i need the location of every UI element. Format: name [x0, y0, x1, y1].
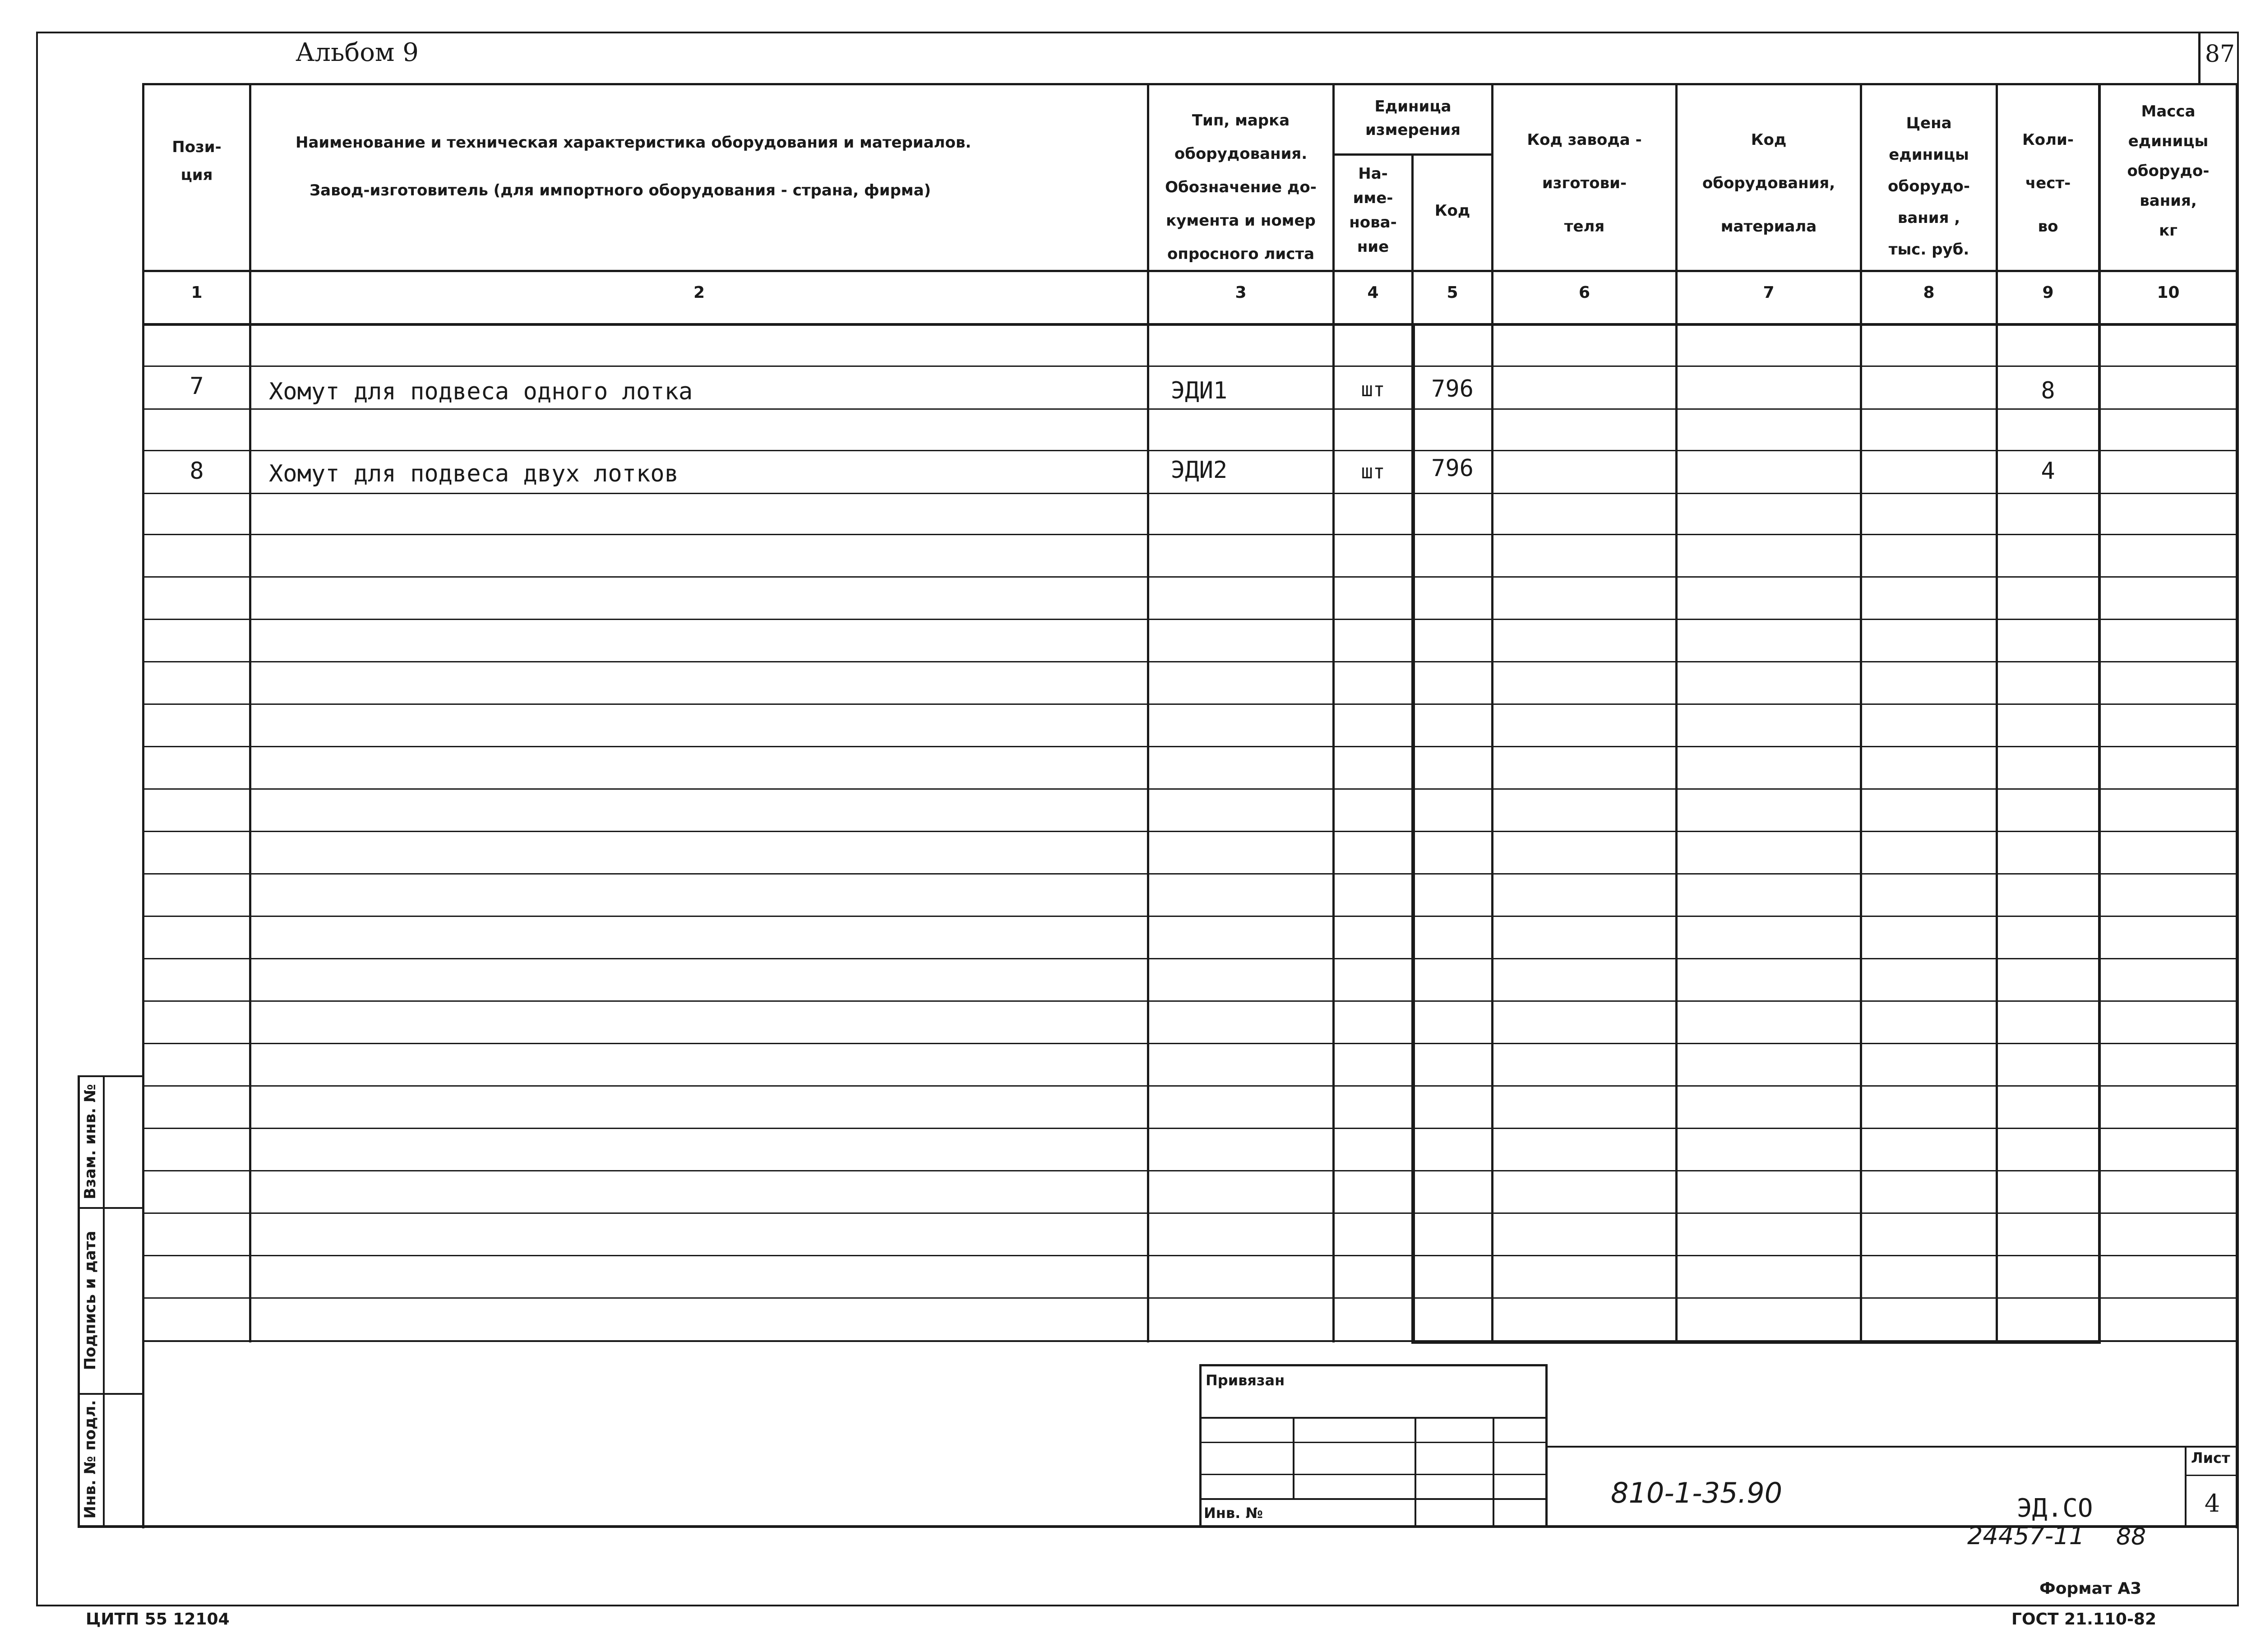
colnum-6: 6: [1578, 283, 1590, 302]
row-8-unit: шт: [1361, 460, 1385, 483]
row-line: [142, 1212, 2238, 1214]
header-name-line2: Завод-изготовитель (для импортного оборудования - страна, фирма): [310, 181, 931, 199]
row-8-quantity: 4: [2041, 458, 2055, 485]
colnum-7: 7: [1763, 283, 1775, 302]
row-7-name: Хомут для подвеса одного лотка: [269, 378, 693, 405]
row-7-unit-code: 796: [1431, 375, 1474, 403]
colnum-4: 4: [1367, 283, 1379, 302]
table-top-border: [142, 83, 2238, 85]
side-label-inv: Инв. № подл.: [81, 1400, 99, 1519]
list-box-divider: [2185, 1475, 2238, 1476]
stamp-vline-2: [1415, 1417, 1416, 1525]
colnum-10: 10: [2157, 283, 2180, 302]
row-line: [142, 1128, 2238, 1129]
gost-label: ГОСТ 21.110-82: [2011, 1610, 2157, 1629]
page-number-box-line: [2198, 32, 2201, 85]
row-line: [142, 703, 2238, 705]
colnum-2: 2: [693, 283, 705, 302]
row-line: [142, 1170, 2238, 1171]
row-8-unit-code: 796: [1431, 455, 1474, 482]
column-numbers-bottom-line: [142, 323, 2238, 326]
side-label-podpis: Подпись и дата: [81, 1231, 99, 1370]
stamp-box-right: [1545, 1364, 1548, 1525]
bottom-frame-line: [78, 1525, 2238, 1528]
stamp-box-left: [1199, 1364, 1202, 1525]
stamp-vline-1: [1293, 1417, 1294, 1498]
stamp-line-4: [1199, 1498, 1547, 1500]
unit-group-divider: [1332, 153, 1491, 156]
side-stamp-left: [78, 1075, 80, 1527]
header-type: Тип, марка оборудования. Обозначение до- кумента и номер опросного листа: [1165, 111, 1317, 263]
list-number: 4: [2204, 1489, 2220, 1518]
stamp-line-2: [1199, 1442, 1547, 1443]
stamp-privyazan: Привязан: [1206, 1372, 1285, 1389]
colnum-5: 5: [1447, 283, 1458, 302]
footer-left: ЦИТП 55 12104: [86, 1610, 230, 1629]
frame-bottom-line: [36, 1605, 2239, 1606]
title-block-line: [1545, 1446, 2238, 1448]
row-7-quantity: 8: [2041, 377, 2055, 404]
header-factory-code: Код завода - изготови- теля: [1527, 131, 1642, 236]
row-line: [142, 873, 2238, 875]
row-line: [142, 534, 2238, 535]
row-line: [142, 366, 2238, 367]
row-line: [142, 1255, 2238, 1256]
row-line: [142, 576, 2238, 578]
header-unit-group: Единица измерения: [1365, 97, 1461, 139]
header-unit-code: Код: [1434, 202, 1470, 220]
colnum-1: 1: [191, 283, 203, 302]
row-line: [142, 1085, 2238, 1087]
stamp-vline-3: [1493, 1417, 1494, 1525]
row-7-type: ЭДИ1: [1171, 377, 1228, 404]
colnum-9: 9: [2042, 283, 2054, 302]
frame-left-line: [36, 32, 38, 1606]
table-right-border: [2236, 83, 2238, 1528]
document-code: ЭД.СО: [2017, 1494, 2093, 1523]
stamp-box-top: [1199, 1364, 1547, 1366]
header-equipment-code: Код оборудования, материала: [1702, 131, 1835, 236]
header-position: Пози- ция: [172, 138, 222, 184]
stamp-line-3: [1199, 1474, 1547, 1475]
row-line: [142, 1000, 2238, 1002]
row-line: [142, 788, 2238, 790]
header-mass: Масса единицы оборудо- вания, кг: [2127, 102, 2210, 240]
page-number: 87: [2205, 41, 2235, 68]
stamp-line-1: [1199, 1417, 1547, 1419]
handwritten-page: 88: [2116, 1523, 2146, 1550]
row-line: [142, 958, 2238, 959]
album-label: Альбом 9: [296, 38, 419, 67]
header-name-line1: Наименование и техническая характеристика оборудования и материалов.: [296, 134, 971, 152]
row-7-unit: шт: [1361, 378, 1385, 401]
frame-top-line: [36, 32, 2238, 33]
table-body-bottom-bold: [1411, 1340, 2101, 1344]
header-unit-name: На- име- нова- ние: [1349, 165, 1397, 256]
row-line: [142, 746, 2238, 747]
list-label: Лист: [2191, 1449, 2230, 1467]
format-label: Формат А3: [2039, 1579, 2142, 1598]
document-designation: 810-1-35.90: [1611, 1476, 1783, 1509]
row-8-position: 8: [190, 458, 204, 485]
row-line: [142, 450, 2238, 451]
row-8-type: ЭДИ2: [1171, 457, 1228, 484]
handwritten-number: 24457-11: [1967, 1522, 2085, 1550]
row-line: [142, 619, 2238, 620]
row-7-position: 7: [190, 373, 204, 400]
side-stamp-inner: [103, 1075, 105, 1527]
row-8-name: Хомут для подвеса двух лотков: [269, 460, 679, 487]
row-line: [142, 1043, 2238, 1044]
row-line: [142, 408, 2238, 410]
row-line: [142, 493, 2238, 494]
stamp-inv-no: Инв. №: [1204, 1504, 1263, 1522]
row-line: [142, 916, 2238, 917]
row-line: [142, 661, 2238, 662]
row-line: [142, 1297, 2238, 1299]
row-line: [142, 831, 2238, 832]
header-price: Цена единицы оборудо- вания , тыс. руб.: [1888, 114, 1970, 259]
side-label-vzam: Взам. инв. №: [81, 1084, 99, 1199]
colnum-8: 8: [1923, 283, 1935, 302]
header-quantity: Коли- чест- во: [2022, 131, 2074, 236]
colnum-3: 3: [1235, 283, 1247, 302]
